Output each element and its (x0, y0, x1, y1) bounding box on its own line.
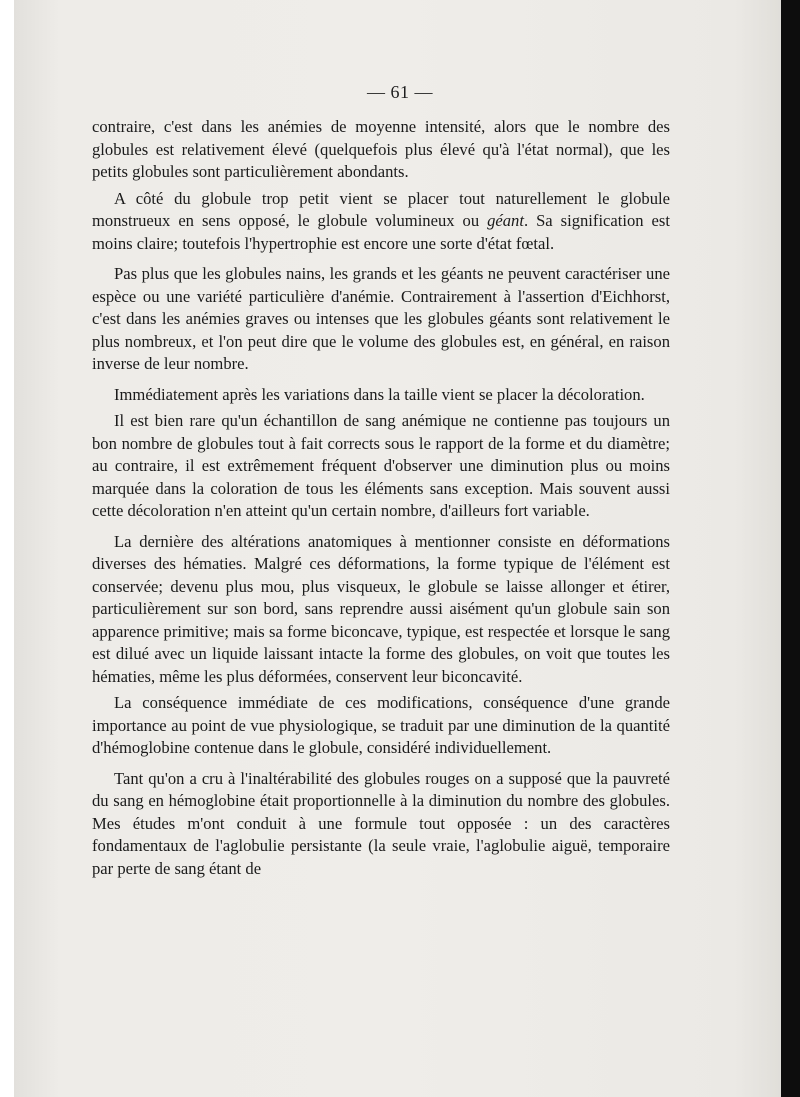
paragraph-2 (92, 188, 670, 256)
paragraph-7: La conséquence immédiate de ces modifications, conséquence d'une grande importance au point de vue physiologique, se traduit par une diminution de la quantité d'hémoglobine contenue dans le globule, considéré individuellement. (92, 693, 670, 757)
paragraph-8: Tant qu'on a cru à l'inaltérabilité des globules rouges on a supposé que la pauvreté du sang en hémoglobine était proportionnelle à la diminution du nombre des globules. Mes études m'ont conduit à une formule tout opposée : un des caractères fondamentaux de l'aglobulie persistante (la seule vraie, l'aglobulie aiguë, temporaire par perte de sang étant de (92, 768, 670, 878)
paragraph-5: Il est bien rare qu'un échantillon de sang anémique ne contienne pas toujours un bon nombre de globules tout à fait corrects sous le rapport de la forme et du diamètre; au contraire, il est extrêmement fréquent d'observer une diminution plus ou moins marquée dans la coloration de tous les éléments sans exception. Mais souvent aussi cette décoloration n'en atteint qu'un certain nombre, d'ailleurs fort variable. (92, 411, 670, 520)
paragraph-2-italic-term: géant (487, 211, 524, 230)
paragraph-2-text-b: . Sa signification est moins claire; toutefois l'hypertrophie est encore une sorte d'état fœtal. (92, 211, 670, 253)
paragraph-3: Pas plus que les globules nains, les grands et les géants ne peuvent caractériser une espèce ou une variété particulière d'anémie. Contrairement à l'assertion d'Eichhorst, c'est dans les anémies graves ou intenses que les globules géants sont relativement le plus nombreux, et l'on peut dire que le volume des globules est, en général, en raison inverse de leur nombre. (92, 264, 670, 373)
paragraph-6: La dernière des altérations anatomiques à mentionner consiste en déformations diverses des hématies. Malgré ces déformations, la forme typique de l'élément est conservée; devenu plus mou, plus visqueux, le globule se laisse allonger et étirer, particulièrement sur son bord, sans reprendre aussi aisément qu'un globule sain son apparence primitive; mais sa forme biconcave, typique, est respectée et lorsque le sang est dilué avec un liquide laissant intacte la forme des globules, on voit que toutes les hématies, même les plus déformées, conservent leur biconcavité. (92, 531, 670, 686)
paragraph-2-text-a: A côté du globule trop petit vient se placer tout naturellement le globule monstrueux en sens opposé, le globule volumineux ou (92, 188, 670, 230)
paragraph-4: Immédiatement après les variations dans la taille vient se placer la décoloration. (114, 384, 645, 404)
body-text (92, 116, 670, 884)
paragraph-1: contraire, c'est dans les anémies de moyenne intensité, alors que le nombre des globules est relativement élevé (quelquefois plus élevé qu'à l'état normal), que les petits globules sont particulièrement abondants. (92, 117, 670, 181)
scan-edge-border (781, 0, 800, 1097)
page-number: — 61 — (367, 82, 433, 102)
